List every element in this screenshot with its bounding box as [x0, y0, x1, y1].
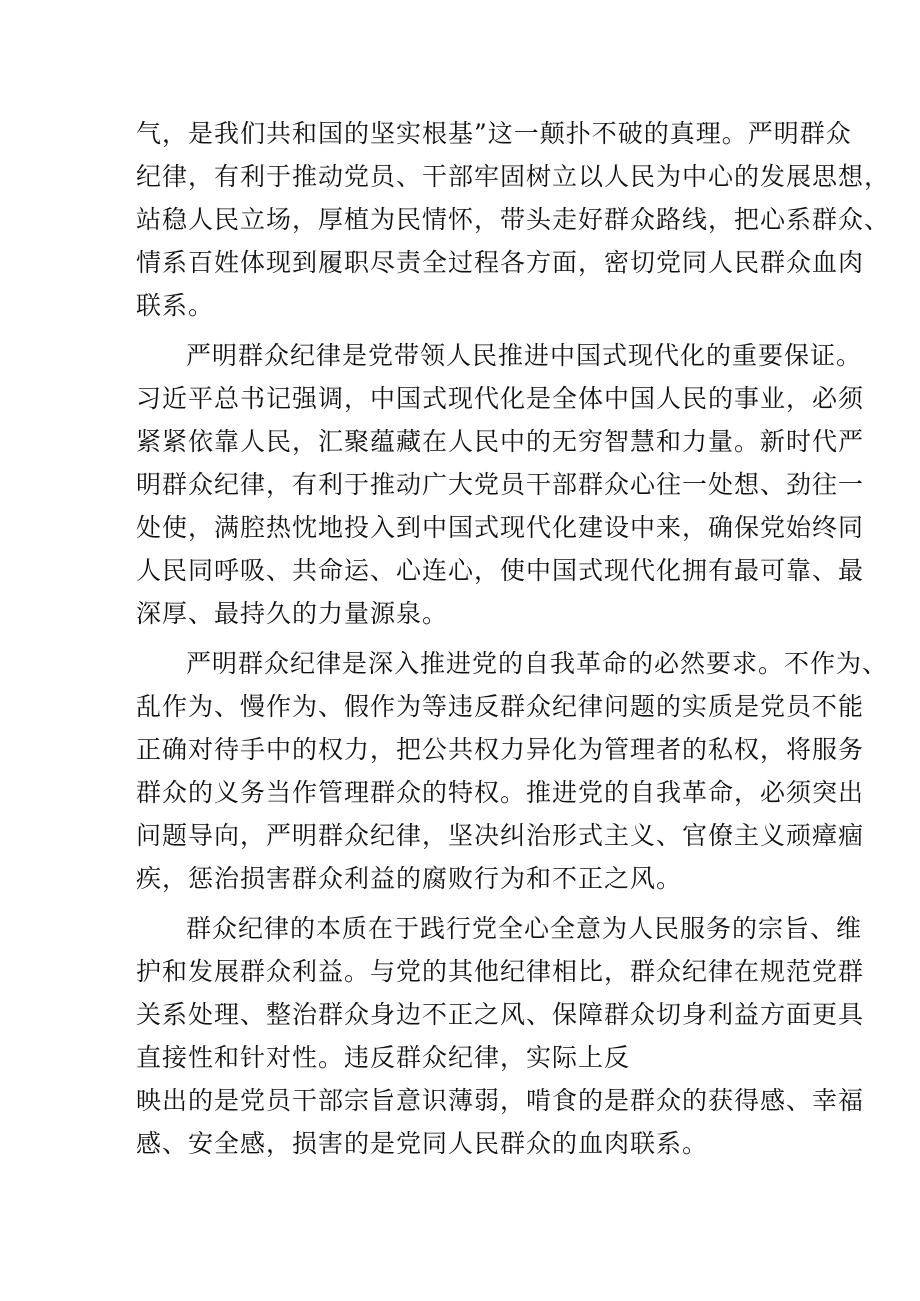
text-line: 乱作为、慢作为、假作为等违反群众纪律问题的实质是党员不能	[136, 692, 865, 721]
text-line: 护和发展群众利益。与党的其他纪律相比，群众纪律在规范党群	[136, 957, 865, 986]
text-line: 映出的是党员干部宗旨意识薄弱，啃食的是群众的获得感、幸福	[136, 1086, 865, 1115]
text-line: 纪律，有利于推动党员、干部牢固树立以人民为中心的发展思想，	[136, 162, 891, 191]
text-line: 处使，满腔热忱地投入到中国式现代化建设中来，确保党始终同	[136, 513, 865, 542]
text-line: 人民同呼吸、共命运、心连心，使中国式现代化拥有最可靠、最	[136, 556, 865, 585]
text-line: 紧紧依靠人民，汇聚蕴藏在人民中的无穷智慧和力量。新时代严	[136, 427, 865, 456]
text-line: 深厚、最持久的力量源泉。	[136, 599, 449, 628]
text-line: 疾，惩治损害群众利益的腐败行为和不正之风。	[136, 864, 683, 893]
text-line: 感、安全感，损害的是党同人民群众的血肉联系。	[136, 1129, 709, 1158]
paragraph-first-line: 群众纪律的本质在于践行党全心全意为人民服务的宗旨、维	[186, 914, 863, 943]
paragraph-first-line: 严明群众纪律是深入推进党的自我革命的必然要求。不作为、	[186, 649, 889, 678]
text-line: 气，是我们共和国的坚实根基”这一颠扑不破的真理。严明群众	[136, 119, 852, 148]
paragraph-first-line: 严明群众纪律是党带领人民推进中国式现代化的重要保证。	[186, 341, 863, 370]
text-line: 明群众纪律，有利于推动广大党员干部群众心往一处想、劲往一	[136, 470, 865, 499]
text-line: 情系百姓体现到履职尽责全过程各方面，密切党同人民群众血肉	[136, 248, 865, 277]
text-line: 群众的义务当作管理群众的特权。推进党的自我革命，必须突出	[136, 778, 865, 807]
text-line: 直接性和针对性。违反群众纪律，实际上反	[136, 1043, 631, 1072]
text-line: 问题导向，严明群众纪律，坚决纠治形式主义、官僚主义顽瘴痼	[136, 821, 865, 850]
text-line: 习近平总书记强调，中国式现代化是全体中国人民的事业，必须	[136, 384, 865, 413]
text-line: 联系。	[136, 291, 215, 320]
text-line: 站稳人民立场，厚植为民情怀，带头走好群众路线，把心系群众、	[136, 205, 891, 234]
text-line: 关系处理、整治群众身边不正之风、保障群众切身利益方面更具	[136, 1000, 865, 1029]
text-line: 正确对待手中的权力，把公共权力异化为管理者的私权，将服务	[136, 735, 865, 764]
